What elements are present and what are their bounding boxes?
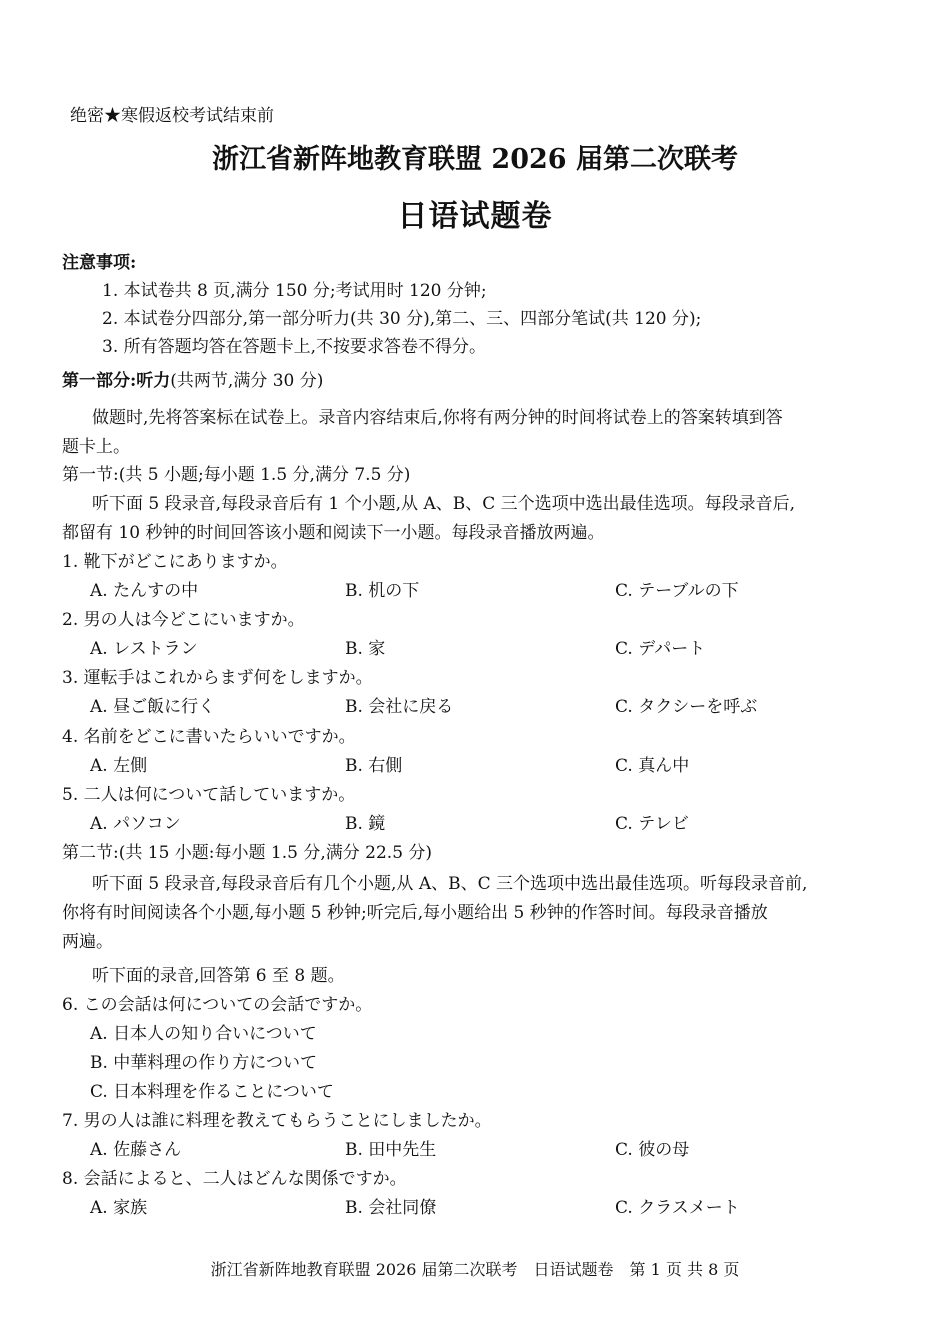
question-8: 8. 会話によると、二人はどんな関係ですか。: [62, 1169, 407, 1189]
group-intro: 听下面的录音,回答第 6 至 8 题。: [92, 966, 345, 986]
confidential-label: 绝密★寒假返校考试结束前: [70, 106, 274, 126]
q2-option-b: B. 家: [345, 639, 386, 659]
q3-option-c: C. タクシーを呼ぶ: [615, 697, 758, 717]
q5-option-c: C. テレビ: [615, 814, 689, 834]
note-item: 1. 本试卷共 8 页,满分 150 分;考试用时 120 分钟;: [102, 281, 487, 301]
q7-option-a: A. 佐藤さん: [90, 1140, 182, 1160]
section2-instruction-cont: 你将有时间阅读各个小题,每小题 5 秒钟;听完后,每小题给出 5 秒钟的作答时间。每段录音播放: [62, 903, 768, 923]
q2-option-a: A. レストラン: [90, 639, 198, 659]
question-6: 6. この会話は何についての会話ですか。: [62, 995, 373, 1015]
question-4: 4. 名前をどこに書いたらいいですか。: [62, 727, 356, 747]
q3-option-b: B. 会社に戻る: [345, 697, 454, 717]
q8-option-a: A. 家族: [90, 1198, 148, 1218]
q8-option-c: C. クラスメート: [615, 1198, 740, 1218]
q1-option-c: C. テーブルの下: [615, 581, 739, 601]
q4-option-b: B. 右側: [345, 756, 403, 776]
notes-heading: 注意事项:: [62, 253, 137, 273]
note-item: 2. 本试卷分四部分,第一部分听力(共 30 分),第二、三、四部分笔试(共 120 分);: [102, 309, 702, 329]
q8-option-b: B. 会社同僚: [345, 1198, 437, 1218]
note-item: 3. 所有答题均答在答题卡上,不按要求答卷不得分。: [102, 337, 487, 357]
exam-subtitle: 日语试题卷: [397, 199, 553, 234]
section2-instruction: 听下面 5 段录音,每段录音后有几个小题,从 A、B、C 三个选项中选出最佳选项。听每段录音前,: [92, 874, 808, 894]
question-3: 3. 運転手はこれからまず何をしますか。: [62, 668, 373, 688]
section1-instruction: 听下面 5 段录音,每段录音后有 1 个小题,从 A、B、C 三个选项中选出最佳选项。每段录音后,: [92, 494, 796, 514]
q7-option-b: B. 田中先生: [345, 1140, 437, 1160]
q5-option-b: B. 鏡: [345, 814, 386, 834]
q6-option-b: B. 中華料理の作り方について: [90, 1053, 317, 1073]
section2-instruction-end: 两遍。: [62, 932, 113, 952]
question-1: 1. 靴下がどこにありますか。: [62, 552, 288, 572]
part1-heading: 第一部分:听力: [62, 371, 171, 391]
section1-heading: 第一节:(共 5 小题;每小题 1.5 分,满分 7.5 分): [62, 465, 411, 485]
q4-option-c: C. 真ん中: [615, 756, 690, 776]
q1-option-b: B. 机の下: [345, 581, 420, 601]
page-footer: 浙江省新阵地教育联盟 2026 届第二次联考 日语试题卷 第 1 页 共 8 页: [210, 1260, 740, 1279]
part1-instruction-cont: 题卡上。: [62, 437, 130, 457]
q6-option-c: C. 日本料理を作ることについて: [90, 1082, 334, 1102]
question-7: 7. 男の人は誰に料理を教えてもらうことにしましたか。: [62, 1111, 492, 1131]
q4-option-a: A. 左側: [90, 756, 148, 776]
question-5: 5. 二人は何について話していますか。: [62, 785, 356, 805]
part1-instruction: 做题时,先将答案标在试卷上。录音内容结束后,你将有两分钟的时间将试卷上的答案转填到答: [92, 408, 783, 428]
question-2: 2. 男の人は今どこにいますか。: [62, 610, 305, 630]
q2-option-c: C. デパート: [615, 639, 706, 659]
part1-heading-note: (共两节,满分 30 分): [170, 371, 324, 391]
q7-option-c: C. 彼の母: [615, 1140, 690, 1160]
part1-heading-row: [62, 373, 323, 390]
q5-option-a: A. パソコン: [90, 814, 181, 834]
q3-option-a: A. 昼ご飯に行く: [90, 697, 216, 717]
exam-title: 浙江省新阵地教育联盟 2026 届第二次联考: [212, 144, 738, 175]
q1-option-a: A. たんすの中: [90, 581, 199, 601]
section1-instruction-cont: 都留有 10 秒钟的时间回答该小题和阅读下一小题。每段录音播放两遍。: [62, 523, 605, 543]
section2-heading: 第二节:(共 15 小题:每小题 1.5 分,满分 22.5 分): [62, 843, 433, 863]
q6-option-a: A. 日本人の知り合いについて: [90, 1024, 317, 1044]
